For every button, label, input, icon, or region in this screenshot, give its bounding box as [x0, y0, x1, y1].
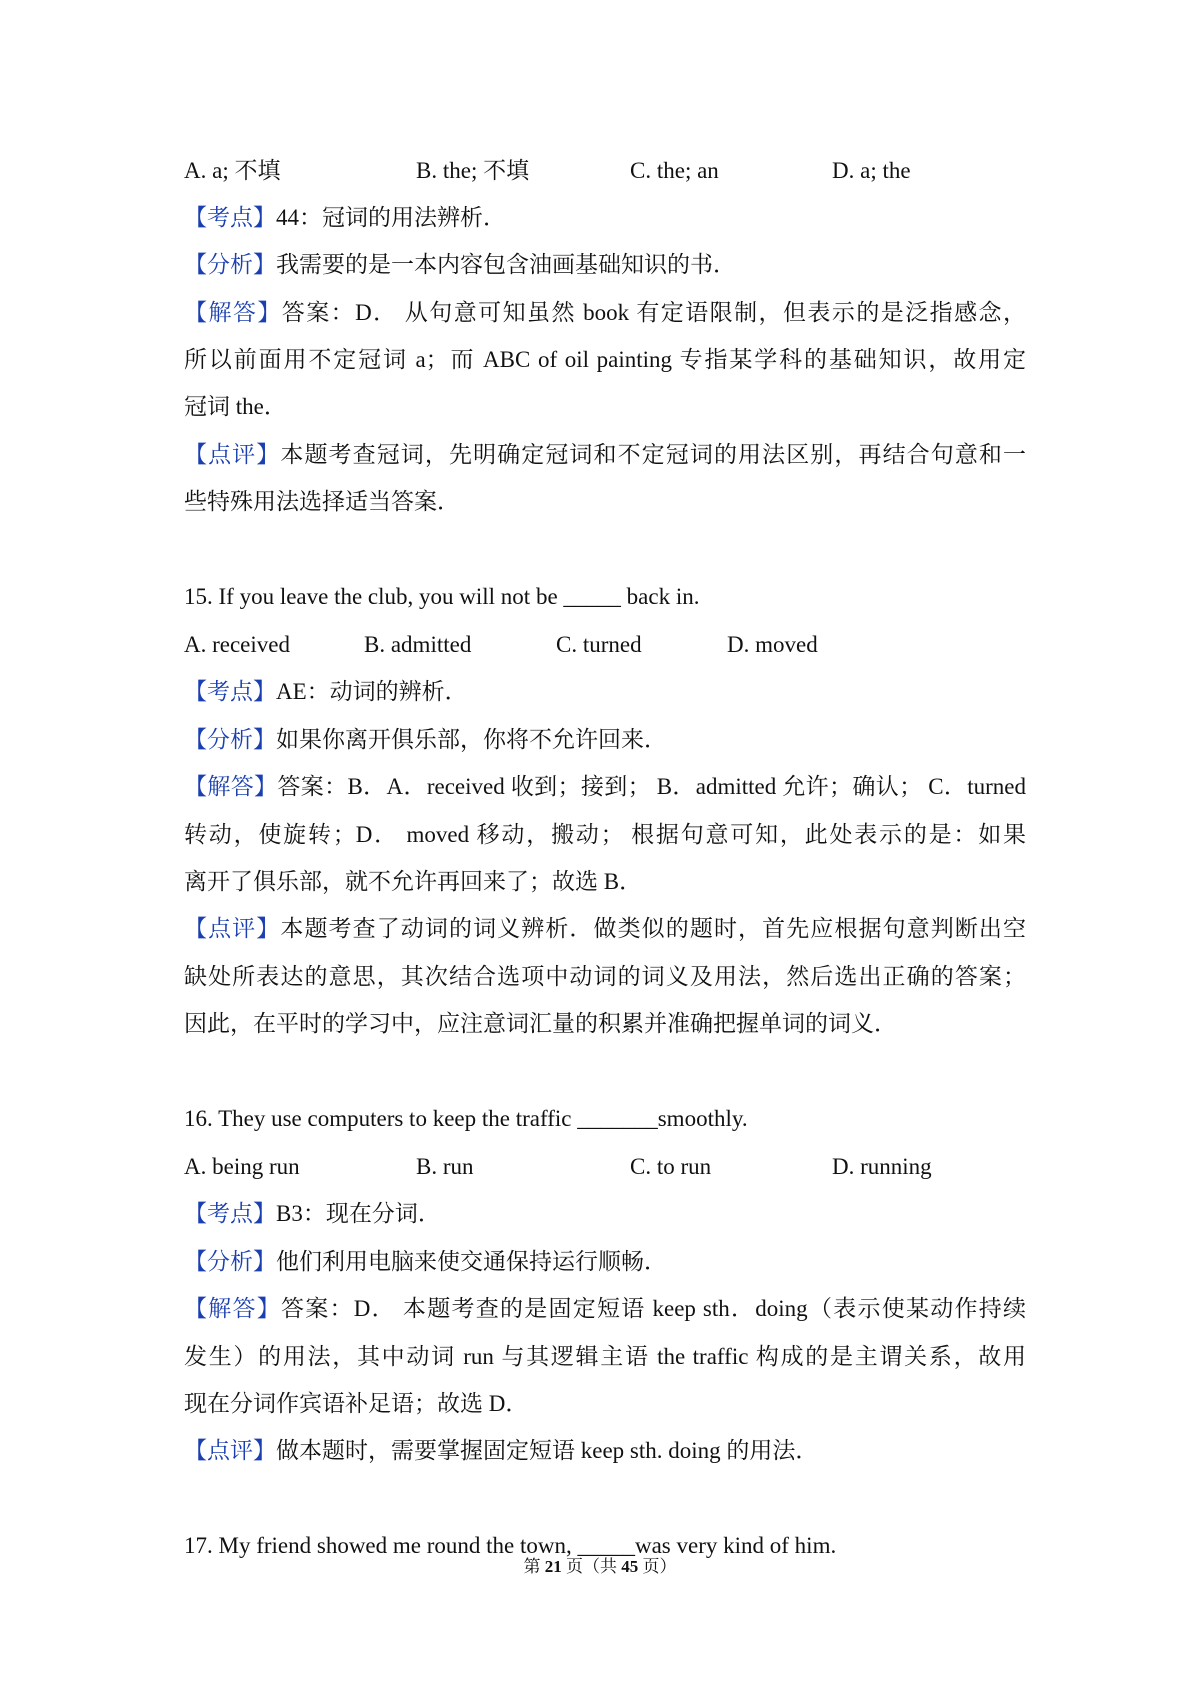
fenxi-text: 我需要的是一本内容包含油画基础知识的书．	[276, 252, 736, 277]
dianping-text: 本题考查冠词，先明确定冠词和不定冠词的用法区别，再结合句意和一	[280, 442, 1027, 467]
q14-option-d: D. a; the	[832, 158, 911, 183]
q15-option-b: B. admitted	[364, 632, 472, 657]
jieda-text: 答案：B．A．received 收到；接到； B．admitted 允许；确认； C．turned	[277, 774, 1026, 799]
q15-kaodian	[184, 677, 1026, 707]
q15-dianping-line3: 因此，在平时的学习中，应注意词汇量的积累并准确把握单词的词义．	[184, 1011, 897, 1036]
q14-option-c: C. the; an	[630, 158, 719, 183]
q15-option-d: D. moved	[727, 632, 818, 657]
q16-options	[184, 1152, 1044, 1182]
q15-question: 15. If you leave the club, you will not be _____ back in.	[184, 584, 700, 609]
q16-jieda-line1	[184, 1294, 1026, 1324]
q16-option-d: D. running	[832, 1154, 932, 1179]
jieda-tag: 【解答】	[184, 300, 282, 325]
q15-dianping-line1	[184, 914, 1026, 944]
footer-page-number: 21	[544, 1557, 562, 1576]
kaodian-tag: 【考点】	[184, 205, 276, 230]
dianping-text: 本题考查了动词的词义辨析．做类似的题时，首先应根据句意判断出空	[280, 916, 1027, 941]
q14-dianping-line1	[184, 440, 1026, 470]
q15-option-a: A. received	[184, 632, 290, 657]
q14-option-a: A. a; 不填	[184, 158, 281, 183]
q16-question: 16. They use computers to keep the traffic _______smoothly.	[184, 1106, 748, 1131]
fenxi-text: 他们利用电脑来使交通保持运行顺畅．	[276, 1249, 667, 1274]
fenxi-tag: 【分析】	[184, 252, 276, 277]
q15-dianping-line2: 缺处所表达的意思，其次结合选项中动词的词义及用法，然后选出正确的答案；	[184, 964, 1026, 989]
fenxi-text: 如果你离开俱乐部，你将不允许回来．	[276, 727, 667, 752]
q16-kaodian	[184, 1199, 1026, 1229]
q15-jieda-line2: 转动，使旋转；D． moved 移动，搬动； 根据句意可知，此处表示的是：如果	[184, 822, 1026, 847]
q16-option-b: B. run	[416, 1154, 474, 1179]
jieda-text: 答案：D． 本题考查的是固定短语 keep sth．doing（表示使某动作持续	[281, 1296, 1026, 1321]
q14-option-b: B. the; 不填	[416, 158, 530, 183]
kaodian-text: AE：动词的辨析．	[276, 679, 468, 704]
q17-question: 17. My friend showed me round the town, _____was very kind of him.	[184, 1533, 837, 1558]
dianping-tag: 【点评】	[184, 916, 281, 941]
kaodian-text: B3：现在分词．	[276, 1201, 441, 1226]
q16-fenxi	[184, 1247, 1026, 1277]
q15-options	[184, 630, 1044, 660]
jieda-tag: 【解答】	[184, 1296, 282, 1321]
q16-option-c: C. to run	[630, 1154, 712, 1179]
q14-options	[184, 156, 1044, 186]
q16-jieda-line2: 发生）的用法，其中动词 run 与其逻辑主语 the traffic 构成的是主谓关系，故用	[184, 1344, 1026, 1369]
q14-dianping-line2: 些特殊用法选择适当答案．	[184, 489, 460, 514]
q16-dianping	[184, 1436, 1026, 1466]
q14-kaodian	[184, 203, 1026, 233]
kaodian-tag: 【考点】	[184, 1201, 276, 1226]
footer-suffix: 页）	[638, 1557, 677, 1576]
q15-option-c: C. turned	[556, 632, 642, 657]
q14-jieda-line1	[184, 298, 1026, 328]
q15-fenxi	[184, 725, 1026, 755]
q14-jieda-line3: 冠词 the．	[184, 394, 287, 419]
footer-total-pages: 45	[621, 1557, 639, 1576]
q16-jieda-line3: 现在分词作宾语补足语；故选 D．	[184, 1391, 529, 1416]
jieda-text: 答案：D． 从句意可知虽然 book 有定语限制，但表示的是泛指感念，	[281, 300, 1026, 325]
dianping-tag: 【点评】	[184, 1438, 276, 1463]
q15-jieda-line3: 离开了俱乐部，就不允许再回来了；故选 B．	[184, 869, 643, 894]
q14-fenxi	[184, 250, 1026, 280]
page-footer	[0, 1555, 1200, 1579]
kaodian-tag: 【考点】	[184, 679, 276, 704]
fenxi-tag: 【分析】	[184, 1249, 276, 1274]
jieda-tag: 【解答】	[184, 774, 278, 799]
dianping-text: 做本题时，需要掌握固定短语 keep sth. doing 的用法．	[276, 1438, 819, 1463]
q15-jieda-line1	[184, 772, 1026, 802]
footer-middle: 页（共	[561, 1557, 622, 1576]
q16-option-a: A. being run	[184, 1154, 300, 1179]
kaodian-text: 44：冠词的用法辨析．	[276, 205, 506, 230]
q14-jieda-line2: 所以前面用不定冠词 a；而 ABC of oil painting 专指某学科的基础知识，故用定	[184, 347, 1026, 372]
footer-prefix: 第	[523, 1557, 545, 1576]
fenxi-tag: 【分析】	[184, 727, 276, 752]
dianping-tag: 【点评】	[184, 442, 281, 467]
